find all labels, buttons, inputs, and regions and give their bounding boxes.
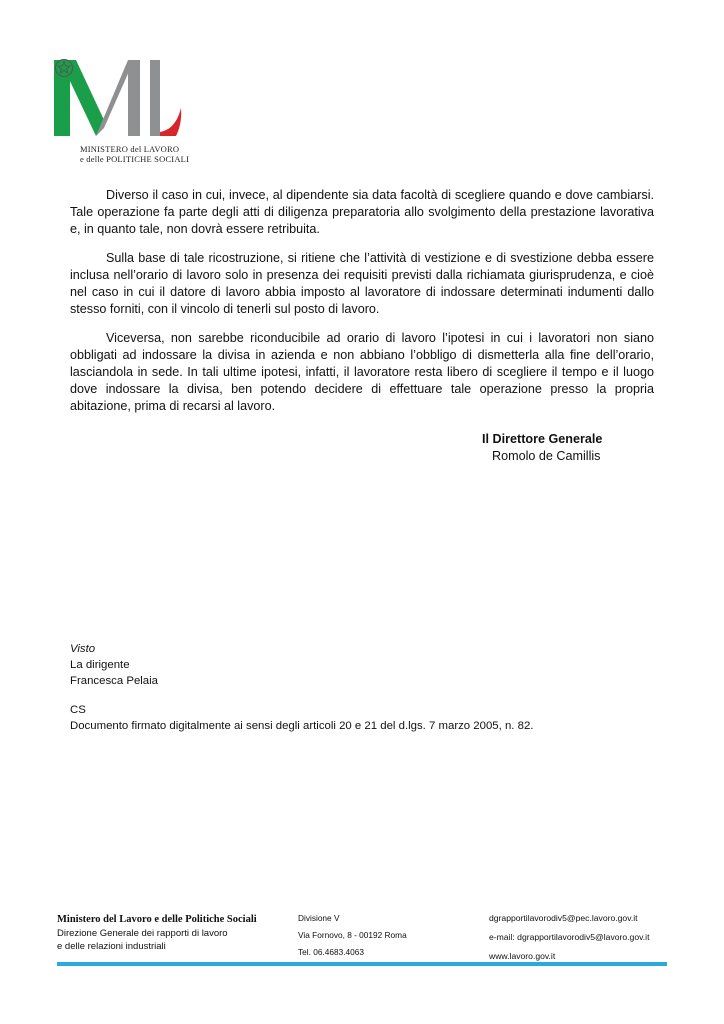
footer-direction-line2: e delle relazioni industriali [57,941,166,952]
signature-role: Il Direttore Generale [482,432,603,446]
visto-block [70,641,158,689]
ml-logo-letters-icon [54,58,194,138]
signature-name: Romolo de Camillis [492,449,601,463]
visto-name: Francesca Pelaia [70,675,159,687]
ministry-name [80,144,189,164]
footer-email-link[interactable]: e-mail: dgrapportilavorodiv5@lavoro.gov.it [489,932,650,942]
visto-role: La dirigente [70,659,130,671]
italian-republic-emblem-icon [54,58,74,78]
footer-division: Divisione V [298,913,340,923]
footer-address: Via Fornovo, 8 - 00192 Roma [298,930,407,940]
paragraph-2: Sulla base di tale ricostruzione, si ritiene che l’attività di vestizione e di svestizione debba essere inclusa nell’orario di lavoro solo in presenza dei requisiti previsti dalla richiamata giurisprudenza, e cioè nel caso in cui il datore di lavoro abbia imposto al lavoratore di indossare determinati indumenti dallo stesso forniti, con il vincolo di tenerli sul posto di lavoro. [70,251,654,316]
paragraph-3: Viceversa, non sarebbe riconducibile ad orario di lavoro l’ipotesi in cui i lavoratori non siano obbligati ad indossare la divisa in azienda e non abbiano l’obbligo di dismetterla alla fine dell’orario, lasciandola in sede. In tali ultime ipotesi, infatti, il lavoratore resta libero di scegliere il tempo e il luogo dove indossare la divisa, ben potendo decidere di effettuare tale operazione presso la propria abitazione, prima di recarsi al lavoro. [70,331,654,413]
footer-address-column [298,913,407,964]
footer-ministry-name: Ministero del Lavoro e delle Politiche Sociali [57,914,257,925]
signature-block [482,431,602,465]
paragraph-1: Diverso il caso in cui, invece, al dipendente sia data facoltà di scegliere quando e dove cambiarsi. Tale operazione fa parte degli atti di diligenza preparatoria allo svolgimento della prestazione lavorativa e, in quanto tale, non dovrà essere retribuita. [70,188,654,236]
footer [0,910,724,970]
cs-initials: CS [70,704,86,716]
footer-phone: Tel. 06.4683.4063 [298,947,364,957]
footer-accent-bar [57,962,667,966]
footer-ministry-column [57,913,257,953]
digital-signature-note: Documento firmato digitalmente ai sensi degli articoli 20 e 21 del d.lgs. 7 marzo 2005, n. 82. [70,720,534,732]
cs-block [70,702,533,734]
letter-body [70,187,654,427]
visto-label: Visto [70,643,96,655]
footer-website-link[interactable]: www.lavoro.gov.it [489,951,556,961]
footer-pec-link[interactable]: dgrapportilavorodiv5@pec.lavoro.gov.it [489,913,638,923]
footer-direction-line1: Direzione Generale dei rapporti di lavoro [57,928,228,939]
ministry-name-line1: MINISTERO del LAVORO [80,144,180,154]
ministry-name-line2: e delle POLITICHE SOCIALI [80,154,190,164]
ministry-logo [54,58,214,168]
